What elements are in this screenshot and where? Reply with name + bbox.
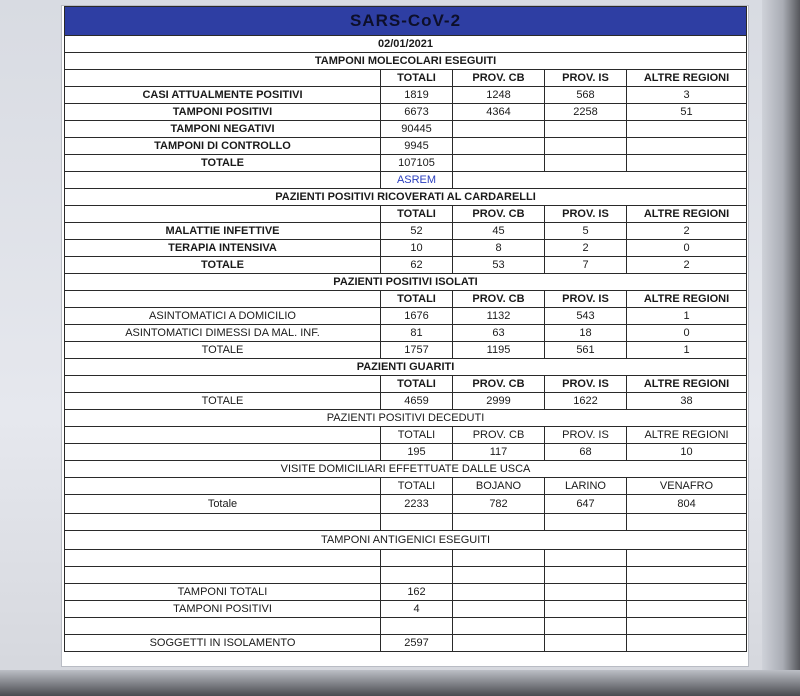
col-header: TOTALI — [381, 427, 453, 444]
empty-cell — [545, 514, 627, 531]
table-row — [65, 155, 747, 172]
col-header: ALTRE REGIONI — [627, 376, 747, 393]
col-header: PROV. IS — [545, 291, 627, 308]
row-label: TAMPONI DI CONTROLLO — [65, 138, 381, 155]
table-row — [65, 584, 747, 601]
cell-value: 2258 — [545, 104, 627, 121]
cell-value: 10 — [627, 444, 747, 461]
row-label: MALATTIE INFETTIVE — [65, 223, 381, 240]
empty-cell — [65, 618, 381, 635]
monitor-bezel-right — [762, 0, 800, 696]
cell-value — [453, 138, 545, 155]
row-label: TAMPONI TOTALI — [65, 584, 381, 601]
row-label: TOTALE — [65, 155, 381, 172]
col-header: PROV. CB — [453, 291, 545, 308]
cell-value: 1819 — [381, 87, 453, 104]
table-row — [65, 635, 747, 652]
table-row — [65, 393, 747, 410]
cell-value: 117 — [453, 444, 545, 461]
col-header: TOTALI — [381, 376, 453, 393]
cell-value — [627, 155, 747, 172]
table-row — [65, 257, 747, 274]
col-header: PROV. CB — [453, 206, 545, 223]
empty-cell — [381, 550, 453, 567]
row-label: Totale — [65, 495, 381, 514]
col-header: ALTRE REGIONI — [627, 427, 747, 444]
section-molecolari: TAMPONI MOLECOLARI ESEGUITI — [65, 53, 747, 70]
col-header: PROV. IS — [545, 376, 627, 393]
empty-cell — [65, 376, 381, 393]
empty-cell — [65, 172, 381, 189]
table-row — [65, 104, 747, 121]
cell-value: 81 — [381, 325, 453, 342]
cell-value: 1132 — [453, 308, 545, 325]
empty-cell — [453, 635, 545, 652]
section-guariti: PAZIENTI GUARITI — [65, 359, 747, 376]
table-row — [65, 601, 747, 618]
empty-cell — [627, 601, 747, 618]
section-deceduti: PAZIENTI POSITIVI DECEDUTI — [65, 410, 747, 427]
empty-cell — [627, 550, 747, 567]
col-header: PROV. IS — [545, 427, 627, 444]
cell-value: 4 — [381, 601, 453, 618]
empty-cell — [453, 550, 545, 567]
cell-value: 6673 — [381, 104, 453, 121]
empty-cell — [65, 70, 381, 87]
cell-value: 90445 — [381, 121, 453, 138]
cell-value — [453, 155, 545, 172]
empty-cell — [65, 478, 381, 495]
cell-value: 1 — [627, 342, 747, 359]
cell-value: 2597 — [381, 635, 453, 652]
row-label: TOTALE — [65, 257, 381, 274]
cell-value: 10 — [381, 240, 453, 257]
row-label: TAMPONI POSITIVI — [65, 601, 381, 618]
cell-value: 804 — [627, 495, 747, 514]
cell-value: 543 — [545, 308, 627, 325]
table-row — [65, 121, 747, 138]
cell-value: 4659 — [381, 393, 453, 410]
col-header: TOTALI — [381, 70, 453, 87]
cell-value: 2 — [627, 223, 747, 240]
empty-cell — [65, 427, 381, 444]
empty-cell — [545, 550, 627, 567]
empty-cell — [65, 567, 381, 584]
asrem-label: ASREM — [381, 172, 453, 189]
col-header: TOTALI — [381, 478, 453, 495]
cell-value: 52 — [381, 223, 453, 240]
table-row — [65, 240, 747, 257]
row-label: TAMPONI NEGATIVI — [65, 121, 381, 138]
cell-value: 561 — [545, 342, 627, 359]
cell-value: 2999 — [453, 393, 545, 410]
cell-value: 3 — [627, 87, 747, 104]
section-ricoverati: PAZIENTI POSITIVI RICOVERATI AL CARDARELLI — [65, 189, 747, 206]
cell-value: 2233 — [381, 495, 453, 514]
row-label: CASI ATTUALMENTE POSITIVI — [65, 87, 381, 104]
empty-cell — [545, 584, 627, 601]
empty-cell — [627, 584, 747, 601]
cell-value: 195 — [381, 444, 453, 461]
report-date: 02/01/2021 — [65, 36, 747, 53]
col-header: ALTRE REGIONI — [627, 291, 747, 308]
table-row — [65, 495, 747, 514]
col-header: ALTRE REGIONI — [627, 206, 747, 223]
cell-value: 1 — [627, 308, 747, 325]
empty-cell — [545, 635, 627, 652]
cell-value — [627, 121, 747, 138]
table-row — [65, 223, 747, 240]
empty-cell — [453, 618, 545, 635]
col-header: TOTALI — [381, 291, 453, 308]
empty-cell — [627, 618, 747, 635]
cell-value: 63 — [453, 325, 545, 342]
cell-value: 45 — [453, 223, 545, 240]
section-visite: VISITE DOMICILIARI EFFETTUATE DALLE USCA — [65, 461, 747, 478]
row-label: TERAPIA INTENSIVA — [65, 240, 381, 257]
col-header: TOTALI — [381, 206, 453, 223]
empty-cell — [545, 567, 627, 584]
col-header: VENAFRO — [627, 478, 747, 495]
cell-value: 38 — [627, 393, 747, 410]
empty-cell — [65, 206, 381, 223]
empty-cell — [381, 567, 453, 584]
empty-cell — [381, 514, 453, 531]
report-table — [64, 6, 747, 652]
cell-value: 0 — [627, 325, 747, 342]
empty-cell — [545, 601, 627, 618]
empty-cell — [65, 291, 381, 308]
empty-cell — [453, 567, 545, 584]
spreadsheet-sheet — [62, 6, 748, 666]
cell-value: 18 — [545, 325, 627, 342]
table-row — [65, 138, 747, 155]
table-row — [65, 308, 747, 325]
cell-value: 107105 — [381, 155, 453, 172]
col-header: PROV. CB — [453, 376, 545, 393]
cell-value: 2 — [545, 240, 627, 257]
empty-cell — [65, 550, 381, 567]
cell-value: 0 — [627, 240, 747, 257]
cell-value: 8 — [453, 240, 545, 257]
empty-cell — [453, 601, 545, 618]
table-row — [65, 87, 747, 104]
page-title: SARS-CoV-2 — [65, 7, 747, 36]
cell-value: 4364 — [453, 104, 545, 121]
cell-value — [545, 121, 627, 138]
empty-cell — [545, 618, 627, 635]
section-antigenici: TAMPONI ANTIGENICI ESEGUITI — [65, 531, 747, 550]
cell-value: 568 — [545, 87, 627, 104]
cell-value: 1676 — [381, 308, 453, 325]
empty-cell — [545, 172, 627, 189]
cell-value: 1195 — [453, 342, 545, 359]
cell-value: 51 — [627, 104, 747, 121]
cell-value — [545, 138, 627, 155]
row-label: TOTALE — [65, 393, 381, 410]
cell-value — [627, 138, 747, 155]
cell-value: 2 — [627, 257, 747, 274]
col-header: ALTRE REGIONI — [627, 70, 747, 87]
cell-value — [545, 155, 627, 172]
cell-value: 5 — [545, 223, 627, 240]
empty-cell — [453, 514, 545, 531]
cell-value: 53 — [453, 257, 545, 274]
empty-cell — [627, 172, 747, 189]
cell-value: 9945 — [381, 138, 453, 155]
table-row — [65, 444, 747, 461]
row-label: ASINTOMATICI DIMESSI DA MAL. INF. — [65, 325, 381, 342]
empty-cell — [381, 618, 453, 635]
cell-value: 62 — [381, 257, 453, 274]
row-label: SOGGETTI IN ISOLAMENTO — [65, 635, 381, 652]
monitor-bezel-bottom — [0, 670, 800, 696]
cell-value: 1622 — [545, 393, 627, 410]
empty-cell — [453, 584, 545, 601]
cell-value: 1757 — [381, 342, 453, 359]
cell-value: 647 — [545, 495, 627, 514]
empty-cell — [65, 514, 381, 531]
empty-cell — [627, 514, 747, 531]
col-header: PROV. IS — [545, 206, 627, 223]
row-label: TOTALE — [65, 342, 381, 359]
cell-value: 162 — [381, 584, 453, 601]
col-header: PROV. IS — [545, 70, 627, 87]
table-row — [65, 342, 747, 359]
table-row — [65, 325, 747, 342]
cell-value — [453, 121, 545, 138]
empty-cell — [453, 172, 545, 189]
section-isolati: PAZIENTI POSITIVI ISOLATI — [65, 274, 747, 291]
cell-value: 782 — [453, 495, 545, 514]
empty-cell — [627, 567, 747, 584]
row-label: ASINTOMATICI A DOMICILIO — [65, 308, 381, 325]
col-header: LARINO — [545, 478, 627, 495]
col-header: BOJANO — [453, 478, 545, 495]
col-header: PROV. CB — [453, 427, 545, 444]
col-header: PROV. CB — [453, 70, 545, 87]
cell-value: 7 — [545, 257, 627, 274]
cell-value: 68 — [545, 444, 627, 461]
row-label: TAMPONI POSITIVI — [65, 104, 381, 121]
cell-value: 1248 — [453, 87, 545, 104]
empty-cell — [627, 635, 747, 652]
row-label — [65, 444, 381, 461]
